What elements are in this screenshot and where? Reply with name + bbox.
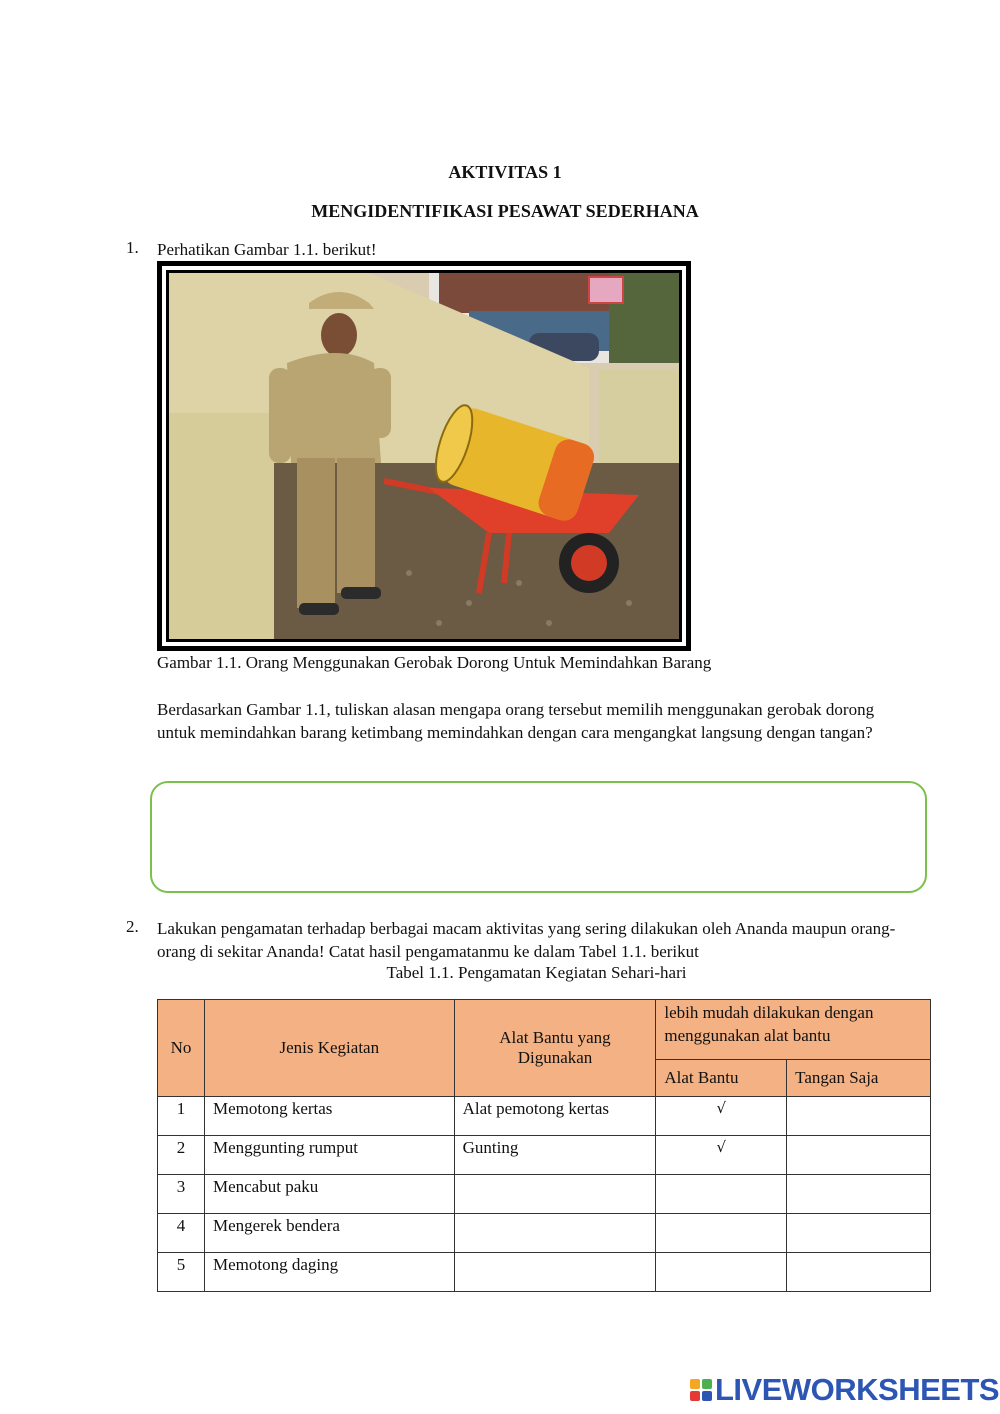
row-activity: Memotong kertas — [204, 1097, 454, 1136]
row-with-tool[interactable]: √ — [656, 1097, 787, 1136]
row-hand-only[interactable] — [787, 1097, 931, 1136]
logo-square-icon — [702, 1391, 712, 1401]
table-row — [158, 1097, 931, 1136]
header-activity: Jenis Kegiatan — [204, 1000, 454, 1097]
activity-subtitle: MENGIDENTIFIKASI PESAWAT SEDERHANA — [311, 201, 699, 221]
question-2-instruction: Lakukan pengamatan terhadap berbagai macam aktivitas yang sering dilakukan oleh Ananda maupun orang-orang di sekitar Ananda! Catat hasil pengamatanmu ke dalam Tabel 1.1. berikut — [157, 919, 896, 961]
header-no: No — [158, 1000, 205, 1097]
table-row — [158, 1253, 931, 1292]
row-no: 5 — [158, 1253, 205, 1292]
header-with-tool: Alat Bantu — [656, 1060, 787, 1097]
row-tool[interactable] — [454, 1214, 656, 1253]
activity-title: AKTIVITAS 1 — [448, 162, 562, 182]
table-row — [158, 1175, 931, 1214]
logo-text: LIVEWORKSHEETS — [715, 1372, 1000, 1407]
table-caption: Tabel 1.1. Pengamatan Kegiatan Sehari-hari — [386, 963, 687, 982]
answer-textbox[interactable] — [150, 781, 927, 893]
row-activity: Memotong daging — [204, 1253, 454, 1292]
logo-square-icon — [702, 1379, 712, 1389]
row-hand-only[interactable] — [787, 1175, 931, 1214]
header-easier: lebih mudah dilakukan dengan menggunakan alat bantu — [656, 1000, 931, 1060]
header-tool: Alat Bantu yang Digunakan — [454, 1000, 656, 1097]
row-with-tool[interactable] — [656, 1214, 787, 1253]
wheelbarrow-illustration — [169, 273, 679, 639]
header-hand-only: Tangan Saja — [787, 1060, 931, 1097]
row-activity: Mencabut paku — [204, 1175, 454, 1214]
row-with-tool[interactable]: √ — [656, 1136, 787, 1175]
wheelbarrow-photo — [157, 261, 691, 651]
question-1-prompt: Berdasarkan Gambar 1.1, tuliskan alasan mengapa orang tersebut memilih menggunakan gerobak dorong untuk memindahkan barang ketimbang memindahkan dengan cara mengangkat langsung dengan tangan? — [157, 700, 875, 742]
logo-square-icon — [690, 1391, 700, 1401]
row-with-tool[interactable] — [656, 1175, 787, 1214]
table-row — [158, 1136, 931, 1175]
question-1-instruction: Perhatikan Gambar 1.1. berikut! — [157, 240, 377, 259]
observation-table — [157, 999, 931, 1292]
table-row — [158, 1214, 931, 1253]
question-1-number: 1. — [126, 238, 139, 257]
row-hand-only[interactable] — [787, 1136, 931, 1175]
row-no: 3 — [158, 1175, 205, 1214]
row-tool[interactable] — [454, 1175, 656, 1214]
row-no: 2 — [158, 1136, 205, 1175]
row-no: 4 — [158, 1214, 205, 1253]
logo-icon — [690, 1379, 712, 1401]
row-tool[interactable] — [454, 1253, 656, 1292]
row-activity: Menggunting rumput — [204, 1136, 454, 1175]
liveworksheets-logo — [690, 1372, 999, 1408]
row-tool[interactable]: Gunting — [454, 1136, 656, 1175]
row-hand-only[interactable] — [787, 1214, 931, 1253]
logo-square-icon — [690, 1379, 700, 1389]
row-activity: Mengerek bendera — [204, 1214, 454, 1253]
row-with-tool[interactable] — [656, 1253, 787, 1292]
row-hand-only[interactable] — [787, 1253, 931, 1292]
question-2-number: 2. — [126, 917, 139, 936]
row-tool[interactable]: Alat pemotong kertas — [454, 1097, 656, 1136]
row-no: 1 — [158, 1097, 205, 1136]
figure-caption: Gambar 1.1. Orang Menggunakan Gerobak Dorong Untuk Memindahkan Barang — [157, 653, 712, 672]
